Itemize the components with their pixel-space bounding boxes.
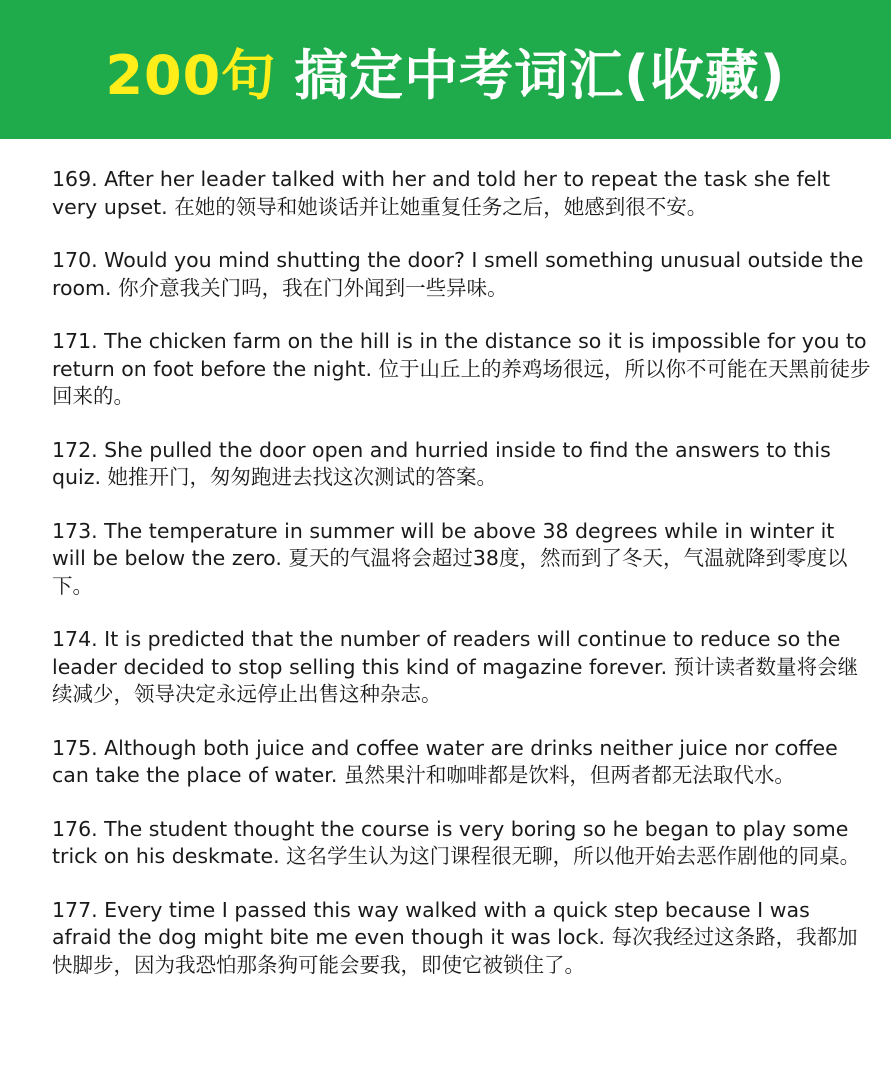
sentence-171: 171. The chicken farm on the hill is in the distance so it is impossible for you to return on foot before the night. 位于山丘上的养鸡场很远，所以你不可能在天黑前徒步回来的。 <box>52 329 871 408</box>
title-accent: 200句 <box>105 44 277 107</box>
sentence-170: 170. Would you mind shutting the door? I smell something unusual outside the room. 你介意我关门吗，我在门外闻到一些异味。 <box>52 248 864 300</box>
sentence-177: 177. Every time I passed this way walked with a quick step because I was afraid the dog might bite me even though it was lock. 每次我经过这条路，我都加快脚步，因为我恐怕那条狗可能会要我，即使它被锁住了。 <box>52 897 858 977</box>
sentence-174: 174. It is predicted that the number of readers will continue to reduce so the leader decided to stop selling this kind of magazine forever. 预计读者数量将会继续减少，领导决定永远停止出售这种杂志。 <box>52 627 859 706</box>
sentence-169: 169. After her leader talked with her and told her to repeat the task she felt very upset. 在她的领导和她谈话并让她重复任务之后，她感到很不安。 <box>52 167 831 219</box>
title-text: 搞定中考词汇(收藏) <box>294 44 786 107</box>
title-banner <box>0 0 891 139</box>
page-title <box>105 33 785 110</box>
sentence-175: 175. Although both juice and coffee water are drinks neither juice nor coffee can take the place of water. 虽然果汁和咖啡都是饮料，但两者都无法取代水。 <box>52 735 838 787</box>
sentence-173: 173. The temperature in summer will be above 38 degrees while in winter it will be below the zero. 夏天的气温将会超过38度，然而到了冬天，气温就降到零度以下。 <box>52 518 848 598</box>
sentence-list <box>52 166 872 1005</box>
sentence-176: 176. The student thought the course is very boring so he began to play some trick on his deskmate. 这名学生认为这门课程很无聊，所以他开始去恶作剧他的同桌。 <box>52 816 861 868</box>
sentence-172: 172. She pulled the door open and hurried inside to find the answers to this quiz. 她推开门，匆匆跑进去找这次测试的答案。 <box>52 437 831 489</box>
